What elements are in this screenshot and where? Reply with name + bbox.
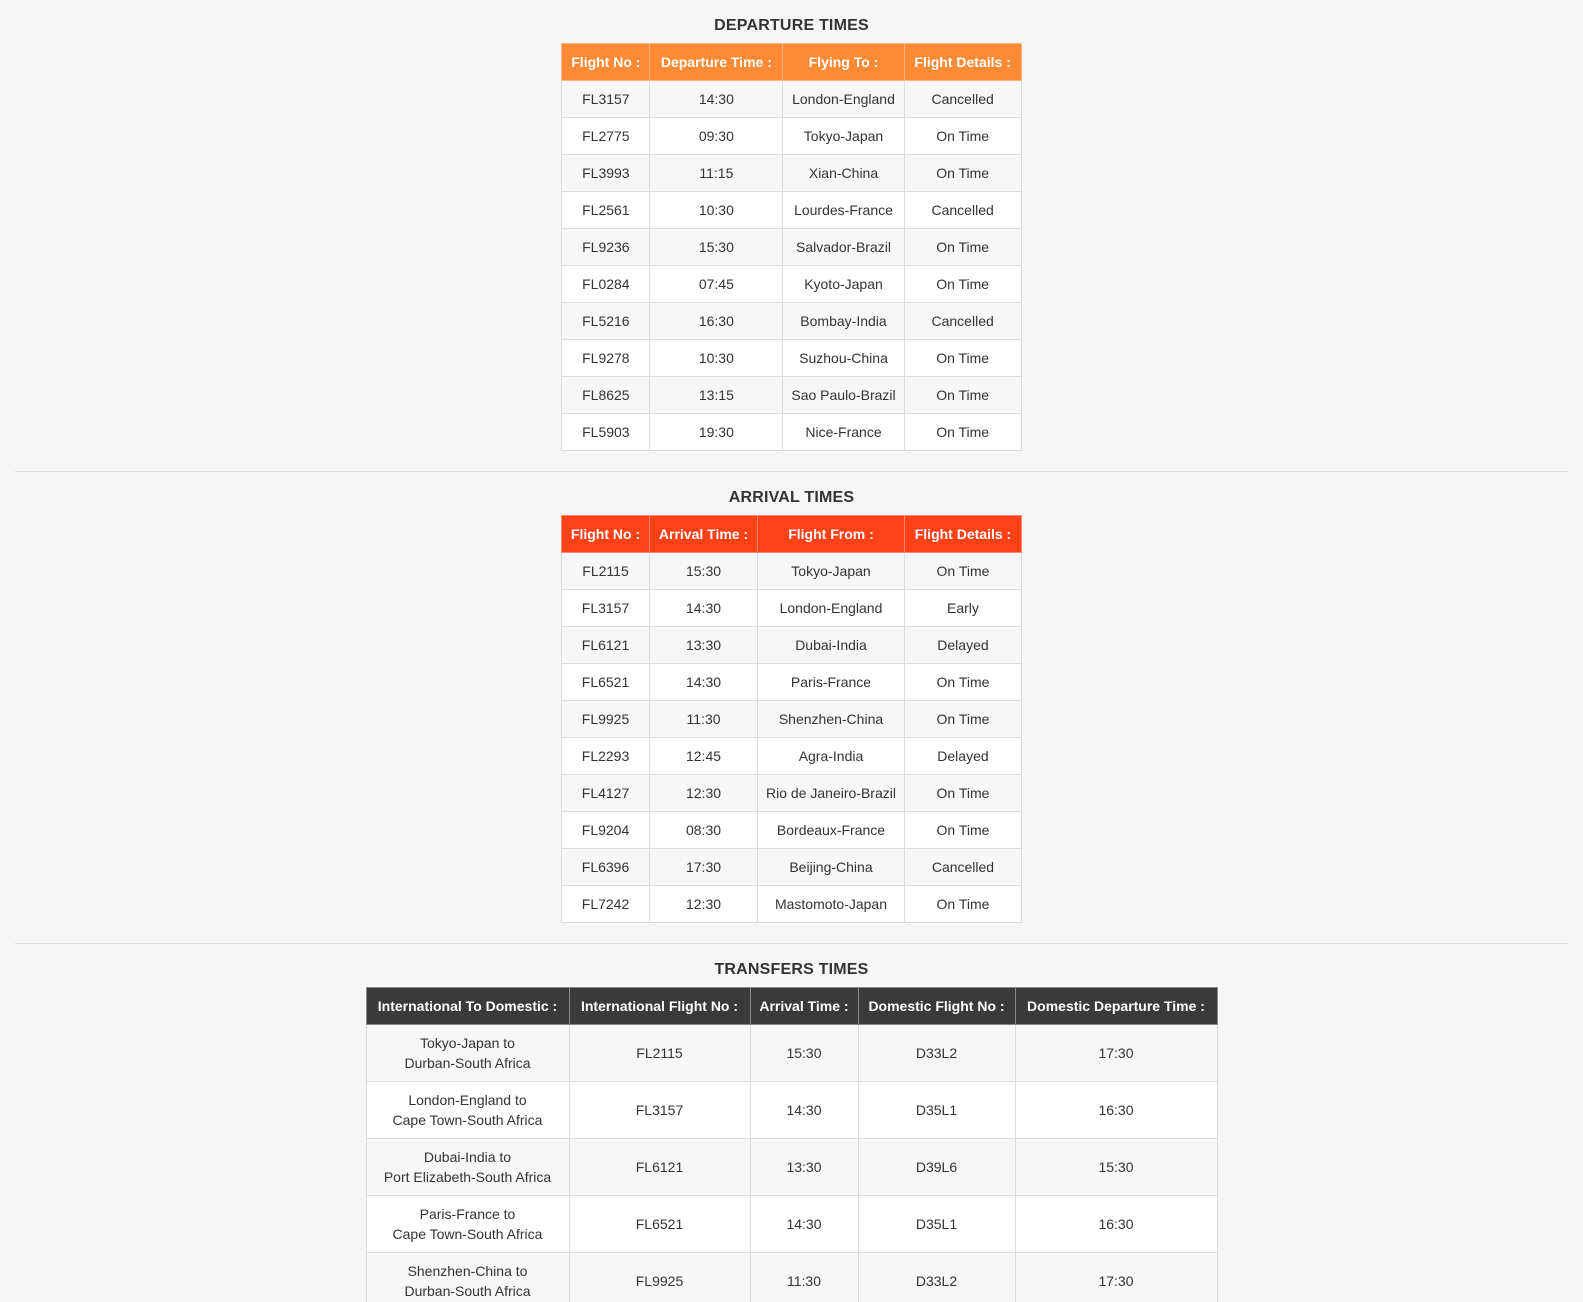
departure-cell-flight-no: FL9236 bbox=[562, 229, 650, 266]
departure-cell-flight-no: FL3993 bbox=[562, 155, 650, 192]
departure-row bbox=[562, 192, 1021, 229]
departure-cell-flying-to: Salvador-Brazil bbox=[783, 229, 904, 266]
arrival-cell-flight-details: On Time bbox=[904, 775, 1021, 812]
arrival-header-flight-details: Flight Details : bbox=[904, 516, 1021, 553]
transfers-route-line: Shenzhen-China to bbox=[407, 1263, 528, 1279]
transfers-row bbox=[366, 1253, 1217, 1302]
transfers-route-line: Durban-South Africa bbox=[404, 1055, 531, 1071]
transfers-cell-route bbox=[366, 1082, 569, 1139]
transfers-cell-domestic-departure-time: 15:30 bbox=[1015, 1139, 1217, 1196]
transfers-header-domestic-flight-no: Domestic Flight No : bbox=[858, 988, 1015, 1025]
transfers-header-route: International To Domestic : bbox=[366, 988, 569, 1025]
transfers-cell-domestic-flight-no: D33L2 bbox=[858, 1253, 1015, 1302]
departure-header-flight-no: Flight No : bbox=[562, 44, 650, 81]
transfers-route-line: London-England to bbox=[408, 1092, 527, 1108]
departure-row bbox=[562, 303, 1021, 340]
departure-header-row bbox=[562, 44, 1021, 81]
departure-header-flight-details: Flight Details : bbox=[904, 44, 1021, 81]
transfers-cell-domestic-flight-no: D35L1 bbox=[858, 1196, 1015, 1253]
departure-cell-flight-details: On Time bbox=[904, 229, 1021, 266]
departure-cell-flight-no: FL5903 bbox=[562, 414, 650, 451]
arrival-cell-flight-details: On Time bbox=[904, 701, 1021, 738]
departure-cell-flight-no: FL2775 bbox=[562, 118, 650, 155]
arrival-cell-flight-no: FL6521 bbox=[562, 664, 650, 701]
arrival-cell-flight-from: Paris-France bbox=[758, 664, 905, 701]
transfers-header-domestic-departure-time: Domestic Departure Time : bbox=[1015, 988, 1217, 1025]
departure-cell-flying-to: Xian-China bbox=[783, 155, 904, 192]
departure-row bbox=[562, 340, 1021, 377]
transfers-cell-intl-flight-no: FL6521 bbox=[569, 1196, 750, 1253]
departure-cell-departure-time: 19:30 bbox=[650, 414, 783, 451]
arrival-cell-flight-no: FL2115 bbox=[562, 553, 650, 590]
transfers-route-line: Dubai-India to bbox=[423, 1149, 512, 1165]
arrival-cell-flight-no: FL3157 bbox=[562, 590, 650, 627]
departure-cell-departure-time: 13:15 bbox=[650, 377, 783, 414]
departure-cell-flight-details: On Time bbox=[904, 155, 1021, 192]
transfers-header-intl-flight-no: International Flight No : bbox=[569, 988, 750, 1025]
transfers-cell-intl-flight-no: FL9925 bbox=[569, 1253, 750, 1302]
departure-cell-flying-to: Suzhou-China bbox=[783, 340, 904, 377]
transfers-header-arrival-time: Arrival Time : bbox=[750, 988, 858, 1025]
arrival-row bbox=[562, 590, 1022, 627]
departure-header-departure-time: Departure Time : bbox=[650, 44, 783, 81]
arrival-cell-arrival-time: 14:30 bbox=[650, 664, 758, 701]
transfers-cell-route bbox=[366, 1139, 569, 1196]
transfers-cell-arrival-time: 15:30 bbox=[750, 1025, 858, 1082]
transfers-header-row bbox=[366, 988, 1217, 1025]
arrival-header-flight-from: Flight From : bbox=[758, 516, 905, 553]
departure-cell-departure-time: 16:30 bbox=[650, 303, 783, 340]
arrival-cell-flight-details: Delayed bbox=[904, 738, 1021, 775]
arrival-cell-flight-no: FL6396 bbox=[562, 849, 650, 886]
arrival-header-arrival-time: Arrival Time : bbox=[650, 516, 758, 553]
departure-cell-flight-details: On Time bbox=[904, 377, 1021, 414]
departure-header-flying-to: Flying To : bbox=[783, 44, 904, 81]
arrival-row bbox=[562, 775, 1022, 812]
transfers-cell-arrival-time: 14:30 bbox=[750, 1196, 858, 1253]
arrival-row bbox=[562, 701, 1022, 738]
arrival-cell-flight-from: Shenzhen-China bbox=[758, 701, 905, 738]
departure-cell-flight-details: On Time bbox=[904, 414, 1021, 451]
arrival-row bbox=[562, 627, 1022, 664]
arrival-cell-flight-details: On Time bbox=[904, 553, 1021, 590]
transfers-cell-route bbox=[366, 1025, 569, 1082]
departure-row bbox=[562, 414, 1021, 451]
departure-cell-flying-to: Bombay-India bbox=[783, 303, 904, 340]
arrival-cell-flight-no: FL7242 bbox=[562, 886, 650, 923]
arrival-cell-arrival-time: 08:30 bbox=[650, 812, 758, 849]
arrival-cell-arrival-time: 12:30 bbox=[650, 775, 758, 812]
arrival-cell-flight-no: FL9204 bbox=[562, 812, 650, 849]
arrival-title: ARRIVAL TIMES bbox=[728, 489, 855, 506]
arrival-cell-arrival-time: 12:30 bbox=[650, 886, 758, 923]
arrival-cell-flight-no: FL2293 bbox=[562, 738, 650, 775]
arrival-cell-flight-from: Dubai-India bbox=[758, 627, 905, 664]
arrival-row bbox=[562, 664, 1022, 701]
departure-row bbox=[562, 377, 1021, 414]
arrival-row bbox=[562, 812, 1022, 849]
arrival-cell-flight-no: FL6121 bbox=[562, 627, 650, 664]
departure-cell-flight-details: On Time bbox=[904, 266, 1021, 303]
transfers-cell-arrival-time: 14:30 bbox=[750, 1082, 858, 1139]
departure-section bbox=[0, 0, 1583, 471]
departure-cell-flying-to: London-England bbox=[783, 81, 904, 118]
departure-cell-departure-time: 11:15 bbox=[650, 155, 783, 192]
transfers-title: TRANSFERS TIMES bbox=[714, 961, 869, 978]
departure-cell-flight-details: Cancelled bbox=[904, 81, 1021, 118]
transfers-cell-domestic-flight-no: D35L1 bbox=[858, 1082, 1015, 1139]
arrival-cell-arrival-time: 17:30 bbox=[650, 849, 758, 886]
departure-cell-flying-to: Lourdes-France bbox=[783, 192, 904, 229]
departure-cell-departure-time: 09:30 bbox=[650, 118, 783, 155]
transfers-route-line: Cape Town-South Africa bbox=[392, 1112, 543, 1128]
transfers-route-line: Tokyo-Japan to bbox=[420, 1035, 515, 1051]
departure-cell-departure-time: 07:45 bbox=[650, 266, 783, 303]
arrival-cell-flight-from: Mastomoto-Japan bbox=[758, 886, 905, 923]
departure-cell-flying-to: Tokyo-Japan bbox=[783, 118, 904, 155]
arrival-cell-arrival-time: 11:30 bbox=[650, 701, 758, 738]
departure-row bbox=[562, 229, 1021, 266]
transfers-cell-domestic-departure-time: 16:30 bbox=[1015, 1196, 1217, 1253]
arrival-row bbox=[562, 886, 1022, 923]
transfers-section bbox=[0, 944, 1583, 1302]
departure-row bbox=[562, 118, 1021, 155]
transfers-cell-domestic-departure-time: 17:30 bbox=[1015, 1025, 1217, 1082]
transfers-row bbox=[366, 1025, 1217, 1082]
arrival-cell-arrival-time: 15:30 bbox=[650, 553, 758, 590]
transfers-route-line: Durban-South Africa bbox=[404, 1283, 531, 1299]
departure-row bbox=[562, 266, 1021, 303]
arrival-cell-flight-details: Delayed bbox=[904, 627, 1021, 664]
arrival-cell-flight-from: Tokyo-Japan bbox=[758, 553, 905, 590]
arrival-header-flight-no: Flight No : bbox=[562, 516, 650, 553]
departure-cell-flying-to: Sao Paulo-Brazil bbox=[783, 377, 904, 414]
arrival-cell-flight-details: On Time bbox=[904, 664, 1021, 701]
transfers-cell-intl-flight-no: FL2115 bbox=[569, 1025, 750, 1082]
arrival-cell-flight-details: On Time bbox=[904, 812, 1021, 849]
arrival-cell-arrival-time: 14:30 bbox=[650, 590, 758, 627]
arrival-cell-flight-from: Rio de Janeiro-Brazil bbox=[758, 775, 905, 812]
departure-cell-departure-time: 10:30 bbox=[650, 192, 783, 229]
arrival-header-row bbox=[562, 516, 1022, 553]
transfers-route-line: Cape Town-South Africa bbox=[392, 1226, 543, 1242]
transfers-row bbox=[366, 1196, 1217, 1253]
arrival-cell-arrival-time: 12:45 bbox=[650, 738, 758, 775]
arrival-table bbox=[561, 515, 1022, 923]
transfers-row bbox=[366, 1082, 1217, 1139]
transfers-route-line: Paris-France to bbox=[419, 1206, 516, 1222]
arrival-cell-flight-no: FL4127 bbox=[562, 775, 650, 812]
departure-cell-flying-to: Nice-France bbox=[783, 414, 904, 451]
departure-cell-flight-no: FL2561 bbox=[562, 192, 650, 229]
departure-cell-departure-time: 14:30 bbox=[650, 81, 783, 118]
departure-row bbox=[562, 155, 1021, 192]
transfers-cell-domestic-departure-time: 16:30 bbox=[1015, 1082, 1217, 1139]
arrival-cell-flight-from: Agra-India bbox=[758, 738, 905, 775]
arrival-cell-flight-from: Beijing-China bbox=[758, 849, 905, 886]
transfers-cell-intl-flight-no: FL3157 bbox=[569, 1082, 750, 1139]
arrival-cell-flight-from: London-England bbox=[758, 590, 905, 627]
departure-cell-flight-details: Cancelled bbox=[904, 303, 1021, 340]
arrival-cell-flight-no: FL9925 bbox=[562, 701, 650, 738]
transfers-cell-arrival-time: 13:30 bbox=[750, 1139, 858, 1196]
transfers-row bbox=[366, 1139, 1217, 1196]
departure-cell-flight-no: FL5216 bbox=[562, 303, 650, 340]
departure-cell-flight-details: Cancelled bbox=[904, 192, 1021, 229]
transfers-cell-domestic-departure-time: 17:30 bbox=[1015, 1253, 1217, 1302]
transfers-table bbox=[366, 987, 1218, 1302]
arrival-cell-flight-details: Early bbox=[904, 590, 1021, 627]
departure-title: DEPARTURE TIMES bbox=[714, 17, 869, 34]
arrival-section bbox=[0, 472, 1583, 943]
departure-cell-departure-time: 15:30 bbox=[650, 229, 783, 266]
arrival-cell-flight-details: Cancelled bbox=[904, 849, 1021, 886]
departure-cell-flight-no: FL9278 bbox=[562, 340, 650, 377]
transfers-cell-domestic-flight-no: D33L2 bbox=[858, 1025, 1015, 1082]
arrival-row bbox=[562, 738, 1022, 775]
departure-table bbox=[561, 43, 1021, 451]
departure-row bbox=[562, 81, 1021, 118]
arrival-cell-flight-details: On Time bbox=[904, 886, 1021, 923]
departure-cell-flight-no: FL0284 bbox=[562, 266, 650, 303]
transfers-cell-route bbox=[366, 1253, 569, 1302]
transfers-cell-route bbox=[366, 1196, 569, 1253]
departure-cell-flight-details: On Time bbox=[904, 340, 1021, 377]
departure-cell-departure-time: 10:30 bbox=[650, 340, 783, 377]
departure-cell-flight-details: On Time bbox=[904, 118, 1021, 155]
transfers-route-line: Port Elizabeth-South Africa bbox=[383, 1169, 552, 1185]
transfers-cell-domestic-flight-no: D39L6 bbox=[858, 1139, 1015, 1196]
transfers-cell-intl-flight-no: FL6121 bbox=[569, 1139, 750, 1196]
departure-cell-flying-to: Kyoto-Japan bbox=[783, 266, 904, 303]
transfers-cell-arrival-time: 11:30 bbox=[750, 1253, 858, 1302]
arrival-row bbox=[562, 553, 1022, 590]
arrival-row bbox=[562, 849, 1022, 886]
departure-cell-flight-no: FL8625 bbox=[562, 377, 650, 414]
arrival-cell-arrival-time: 13:30 bbox=[650, 627, 758, 664]
departure-cell-flight-no: FL3157 bbox=[562, 81, 650, 118]
arrival-cell-flight-from: Bordeaux-France bbox=[758, 812, 905, 849]
